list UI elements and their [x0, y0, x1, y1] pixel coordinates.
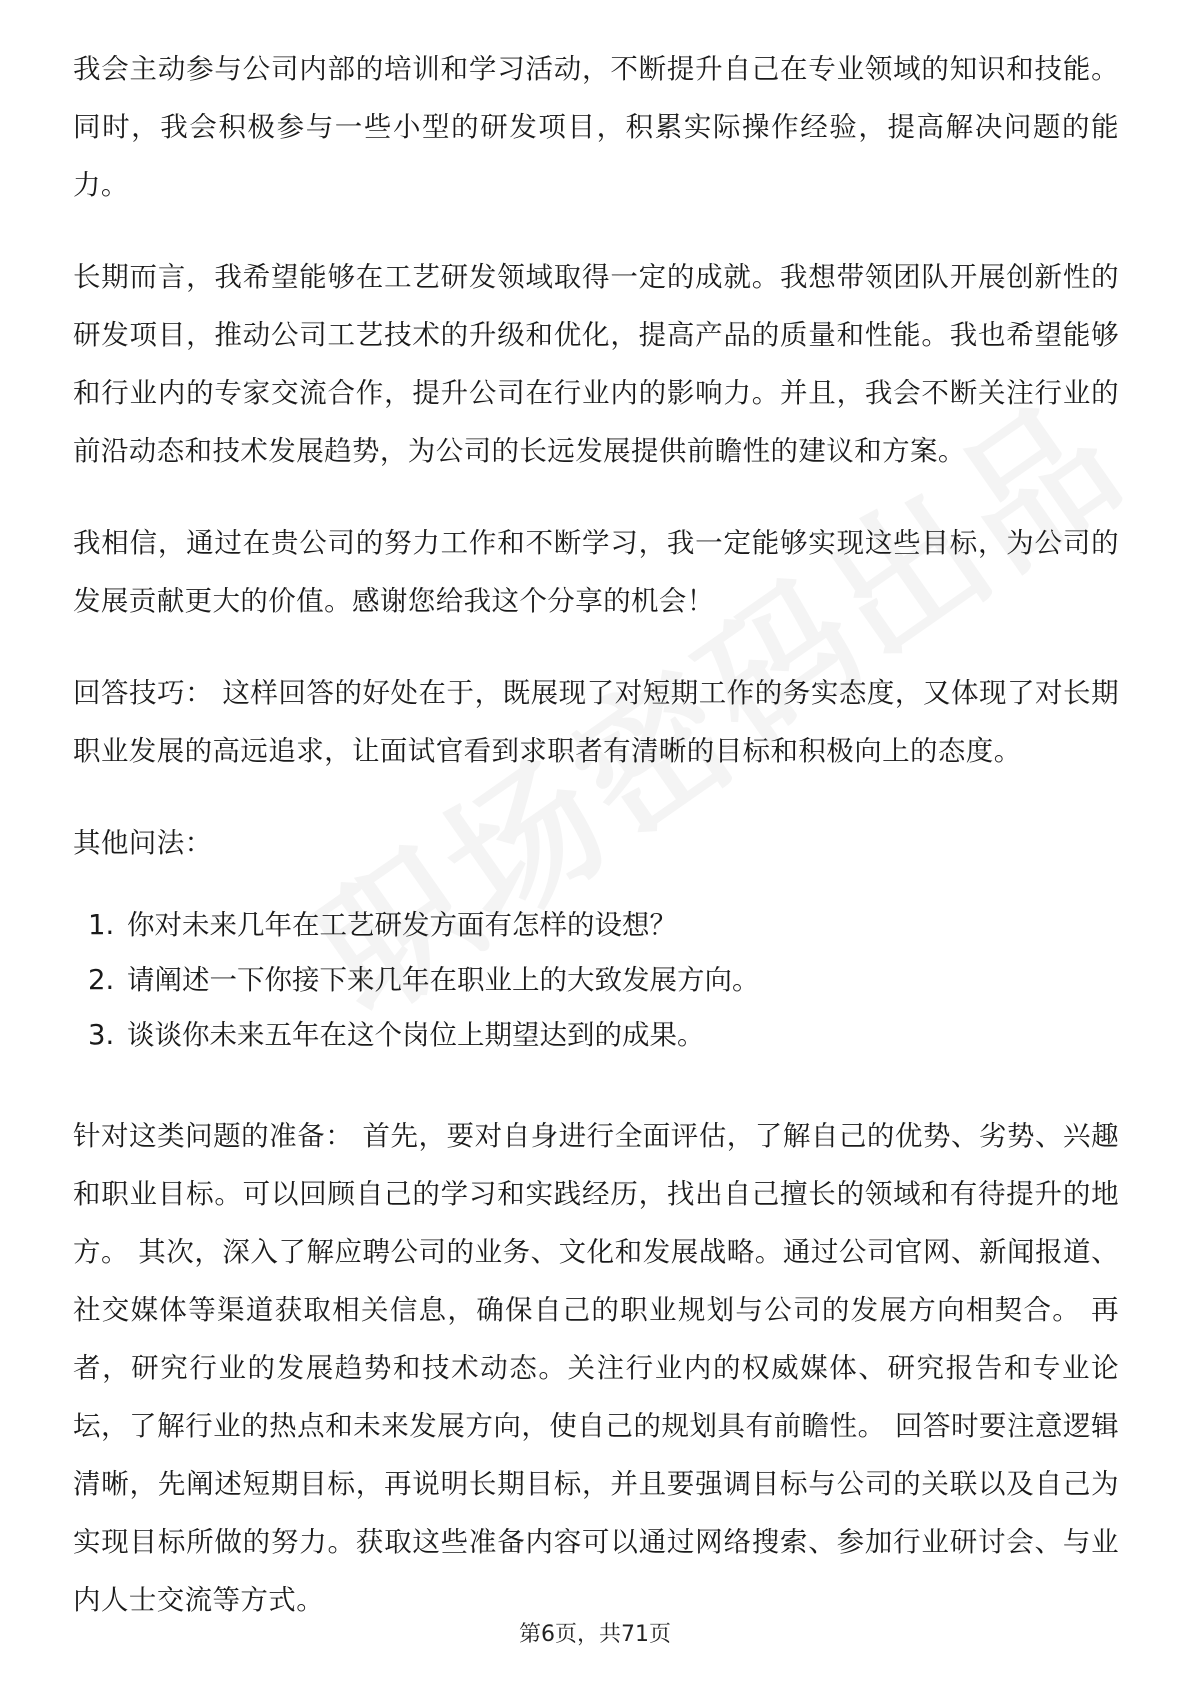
- list-item: 2. 请阐述一下你接下来几年在职业上的大致发展方向。: [123, 953, 1119, 1008]
- paragraph-closing: 我相信，通过在贵公司的努力工作和不断学习，我一定能够实现这些目标，为公司的发展贡献更大的价值。感谢您给我这个分享的机会！: [73, 527, 1119, 617]
- document-body: [73, 40, 1119, 1663]
- paragraph-preparation: 针对这类问题的准备： 首先，要对自身进行全面评估，了解自己的优势、劣势、兴趣和职业目标。可以回顾自己的学习和实践经历，找出自己擅长的领域和有待提升的地方。 其次，深入了解应聘公司的业务、文化和发展战略。通过公司官网、新闻报道、社交媒体等渠道获取相关信息，确保自己的职业规划与公司的发展方向相契合。 再者，研究行业的发展趋势和技术动态。关注行业内的权威媒体、研究报告和专业论坛，了解行业的热点和未来发展方向，使自己的规划具有前瞻性。 回答时要注意逻辑清晰，先阐述短期目标，再说明长期目标，并且要强调目标与公司的关联以及自己为实现目标所做的努力。获取这些准备内容可以通过网络搜索、参加行业研讨会、与业内人士交流等方式。: [73, 1120, 1119, 1616]
- paragraph-answer-tip: 回答技巧： 这样回答的好处在于，既展现了对短期工作的务实态度，又体现了对长期职业发展的高远追求，让面试官看到求职者有清晰的目标和积极向上的态度。: [73, 677, 1119, 767]
- list-item: 3. 谈谈你未来五年在这个岗位上期望达到的成果。: [123, 1008, 1119, 1063]
- list-item: 1. 你对未来几年在工艺研发方面有怎样的设想？: [123, 898, 1119, 953]
- paragraph-short-term-learning: 我会主动参与公司内部的培训和学习活动，不断提升自己在专业领域的知识和技能。同时，我会积极参与一些小型的研发项目，积累实际操作经验，提高解决问题的能力。: [73, 53, 1119, 201]
- other-questions-heading: 其他问法：: [73, 827, 213, 859]
- paragraph-long-term-goals: 长期而言，我希望能够在工艺研发领域取得一定的成就。我想带领团队开展创新性的研发项目，推动公司工艺技术的升级和优化，提高产品的质量和性能。我也希望能够和行业内的专家交流合作，提升公司在行业内的影响力。并且，我会不断关注行业的前沿动态和技术发展趋势，为公司的长远发展提供前瞻性的建议和方案。: [73, 261, 1119, 467]
- page-number: 第6页，共71页: [519, 1622, 671, 1647]
- other-questions-list: [73, 898, 1119, 1063]
